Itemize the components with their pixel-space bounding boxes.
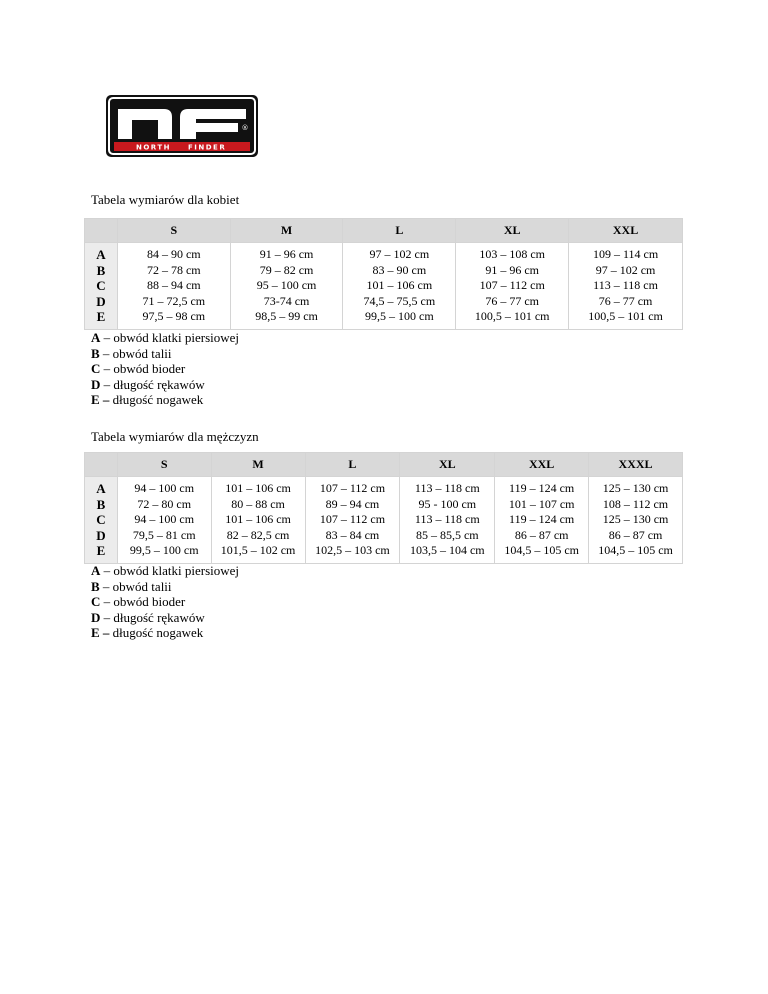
- measurement-cell: 103,5 – 104 cm: [400, 543, 495, 563]
- legend-item: [91, 625, 239, 641]
- size-header-l: L: [343, 219, 456, 243]
- measurement-cell: 104,5 – 105 cm: [589, 543, 683, 563]
- measurement-cell: 107 – 112 cm: [305, 477, 400, 497]
- measurement-cell: 109 – 114 cm: [569, 243, 683, 263]
- legend-key: B: [91, 578, 100, 594]
- table-row: [85, 294, 683, 310]
- measurement-cell: 76 – 77 cm: [569, 294, 683, 310]
- table-row: [85, 309, 683, 329]
- svg-text:FINDER: FINDER: [188, 143, 227, 152]
- table-row: [85, 497, 683, 513]
- legend-text: – długość rękawów: [100, 376, 205, 392]
- measurement-cell: 88 – 94 cm: [117, 278, 230, 294]
- size-header-xl: XL: [456, 219, 569, 243]
- measurement-cell: 95 – 100 cm: [230, 278, 343, 294]
- measurement-cell: 97 – 102 cm: [343, 243, 456, 263]
- legend-text: – długość rękawów: [100, 609, 205, 625]
- size-header-xxxl: XXXL: [589, 453, 683, 477]
- measurement-cell: 100,5 – 101 cm: [569, 309, 683, 329]
- women-size-table: [84, 218, 683, 330]
- size-header-l: L: [305, 453, 400, 477]
- legend-item: [91, 594, 239, 610]
- corner-cell: [85, 219, 118, 243]
- measurement-cell: 83 – 84 cm: [305, 528, 400, 544]
- measurement-cell: 72 – 80 cm: [117, 497, 211, 513]
- measurement-cell: 113 – 118 cm: [400, 477, 495, 497]
- svg-text:NORTH: NORTH: [136, 143, 172, 152]
- men-legend: [91, 563, 239, 641]
- legend-text: – obwód bioder: [100, 594, 186, 609]
- row-key-e: E: [85, 309, 118, 329]
- table-row: [85, 543, 683, 563]
- legend-text: długość nogawek: [109, 392, 204, 407]
- row-key-c: C: [85, 512, 118, 528]
- measurement-cell: 97 – 102 cm: [569, 263, 683, 279]
- legend-key: A: [91, 563, 101, 578]
- measurement-cell: 125 – 130 cm: [589, 512, 683, 528]
- size-header-s: S: [117, 219, 230, 243]
- measurement-cell: 85 – 85,5 cm: [400, 528, 495, 544]
- measurement-cell: 101 – 107 cm: [495, 497, 589, 513]
- measurement-cell: 73-74 cm: [230, 294, 343, 310]
- legend-item: [91, 330, 239, 346]
- row-key-a: A: [85, 477, 118, 497]
- measurement-cell: 101,5 – 102 cm: [211, 543, 305, 563]
- men-size-table: [84, 452, 683, 564]
- legend-text: – obwód klatki piersiowej: [100, 563, 240, 578]
- legend-item: [91, 346, 239, 362]
- measurement-cell: 80 – 88 cm: [211, 497, 305, 513]
- row-key-a: A: [85, 243, 118, 263]
- measurement-cell: 83 – 90 cm: [343, 263, 456, 279]
- size-header-xxl: XXL: [495, 453, 589, 477]
- measurement-cell: 101 – 106 cm: [211, 477, 305, 497]
- measurement-cell: 101 – 106 cm: [211, 512, 305, 528]
- legend-key: C: [91, 594, 101, 609]
- measurement-cell: 107 – 112 cm: [456, 278, 569, 294]
- measurement-cell: 94 – 100 cm: [117, 477, 211, 497]
- measurement-cell: 101 – 106 cm: [343, 278, 456, 294]
- legend-key: E –: [91, 625, 110, 640]
- legend-text: – obwód bioder: [100, 361, 186, 376]
- legend-key: A: [91, 330, 101, 345]
- women-table-caption: Tabela wymiarów dla kobiet: [91, 192, 240, 207]
- size-header-m: M: [230, 219, 343, 243]
- measurement-cell: 74,5 – 75,5 cm: [343, 294, 456, 310]
- measurement-cell: 89 – 94 cm: [305, 497, 400, 513]
- table-row: [85, 243, 683, 263]
- size-header-s: S: [117, 453, 211, 477]
- measurement-cell: 103 – 108 cm: [456, 243, 569, 263]
- legend-text: – obwód klatki piersiowej: [100, 330, 240, 345]
- measurement-cell: 97,5 – 98 cm: [117, 309, 230, 329]
- legend-key: B: [91, 345, 100, 361]
- row-key-d: D: [85, 528, 118, 544]
- row-key-b: B: [85, 263, 118, 279]
- measurement-cell: 125 – 130 cm: [589, 477, 683, 497]
- row-key-e: E: [85, 543, 118, 563]
- measurement-cell: 100,5 – 101 cm: [456, 309, 569, 329]
- measurement-cell: 113 – 118 cm: [400, 512, 495, 528]
- north-finder-logo: [106, 95, 258, 157]
- measurement-cell: 86 – 87 cm: [495, 528, 589, 544]
- measurement-cell: 91 – 96 cm: [230, 243, 343, 263]
- table-row: [85, 263, 683, 279]
- row-key-d: D: [85, 294, 118, 310]
- table-row: [85, 278, 683, 294]
- row-key-b: B: [85, 497, 118, 513]
- legend-key: D: [91, 376, 101, 392]
- legend-text: długość nogawek: [109, 625, 204, 640]
- measurement-cell: 102,5 – 103 cm: [305, 543, 400, 563]
- legend-item: [91, 563, 239, 579]
- svg-text:®: ®: [241, 124, 249, 132]
- measurement-cell: 84 – 90 cm: [117, 243, 230, 263]
- measurement-cell: 91 – 96 cm: [456, 263, 569, 279]
- table-row: [85, 528, 683, 544]
- measurement-cell: 86 – 87 cm: [589, 528, 683, 544]
- legend-item: [91, 392, 239, 408]
- legend-text: – obwód talii: [99, 345, 172, 361]
- table-row: [85, 512, 683, 528]
- measurement-cell: 98,5 – 99 cm: [230, 309, 343, 329]
- legend-text: – obwód talii: [99, 578, 172, 594]
- measurement-cell: 113 – 118 cm: [569, 278, 683, 294]
- measurement-cell: 76 – 77 cm: [456, 294, 569, 310]
- measurement-cell: 79 – 82 cm: [230, 263, 343, 279]
- women-legend: [91, 330, 239, 408]
- table-row: [85, 477, 683, 497]
- legend-key: E –: [91, 392, 110, 407]
- row-key-c: C: [85, 278, 118, 294]
- legend-item: [91, 377, 239, 393]
- measurement-cell: 119 – 124 cm: [495, 512, 589, 528]
- legend-key: D: [91, 609, 101, 625]
- measurement-cell: 108 – 112 cm: [589, 497, 683, 513]
- measurement-cell: 107 – 112 cm: [305, 512, 400, 528]
- measurement-cell: 72 – 78 cm: [117, 263, 230, 279]
- measurement-cell: 95 - 100 cm: [400, 497, 495, 513]
- measurement-cell: 99,5 – 100 cm: [117, 543, 211, 563]
- men-table-caption: Tabela wymiarów dla mężczyzn: [91, 429, 259, 444]
- measurement-cell: 71 – 72,5 cm: [117, 294, 230, 310]
- legend-item: [91, 361, 239, 377]
- measurement-cell: 79,5 – 81 cm: [117, 528, 211, 544]
- measurement-cell: 104,5 – 105 cm: [495, 543, 589, 563]
- measurement-cell: 119 – 124 cm: [495, 477, 589, 497]
- corner-cell: [85, 453, 118, 477]
- legend-item: [91, 610, 239, 626]
- measurement-cell: 99,5 – 100 cm: [343, 309, 456, 329]
- size-header-xl: XL: [400, 453, 495, 477]
- measurement-cell: 94 – 100 cm: [117, 512, 211, 528]
- size-header-m: M: [211, 453, 305, 477]
- size-header-xxl: XXL: [569, 219, 683, 243]
- measurement-cell: 82 – 82,5 cm: [211, 528, 305, 544]
- legend-item: [91, 579, 239, 595]
- legend-key: C: [91, 361, 101, 376]
